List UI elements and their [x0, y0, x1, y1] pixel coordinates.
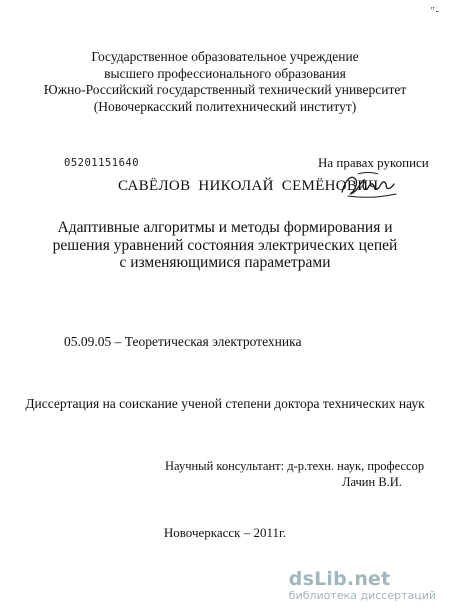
advisor-name: Лачин В.И. — [342, 475, 402, 489]
institution-line: (Новочеркасский политехнический институт) — [93, 98, 357, 114]
institution-line: Государственное образовательное учреждение — [91, 49, 359, 64]
corner-mark: "- — [430, 6, 440, 17]
degree-statement: Диссертация на соискание ученой степени доктора технических наук — [25, 396, 425, 411]
institution-block — [0, 49, 450, 115]
advisor-label: Научный консультант: д-р.техн. наук, профессор — [165, 459, 425, 473]
title-line: решения уравнений состояния электрических цепей — [52, 236, 398, 254]
author-name: САВЁЛОВ НИКОЛАЙ СЕМЁНОВИЧ — [118, 178, 379, 194]
watermark-subtitle: библиотека диссертаций — [288, 589, 436, 602]
title-line: Адаптивные алгоритмы и методы формирования и — [57, 219, 393, 236]
dissertation-title — [0, 219, 450, 272]
handwritten-signature — [338, 168, 400, 202]
title-line: с изменяющимися параметрами — [119, 254, 331, 271]
rights-note: На правах рукописи — [318, 155, 429, 170]
document-code: 05201151640 — [64, 157, 140, 169]
institution-line: Южно-Российский государственный технический университет — [43, 82, 407, 97]
institution-line: высшего профессионального образования — [104, 65, 346, 81]
watermark-logo — [289, 568, 436, 602]
city-year: Новочеркасск – 2011г. — [163, 525, 287, 540]
watermark-logo-text: dsLib.net — [288, 568, 391, 590]
specialty-code: 05.09.05 – Теоретическая электротехника — [64, 334, 302, 349]
